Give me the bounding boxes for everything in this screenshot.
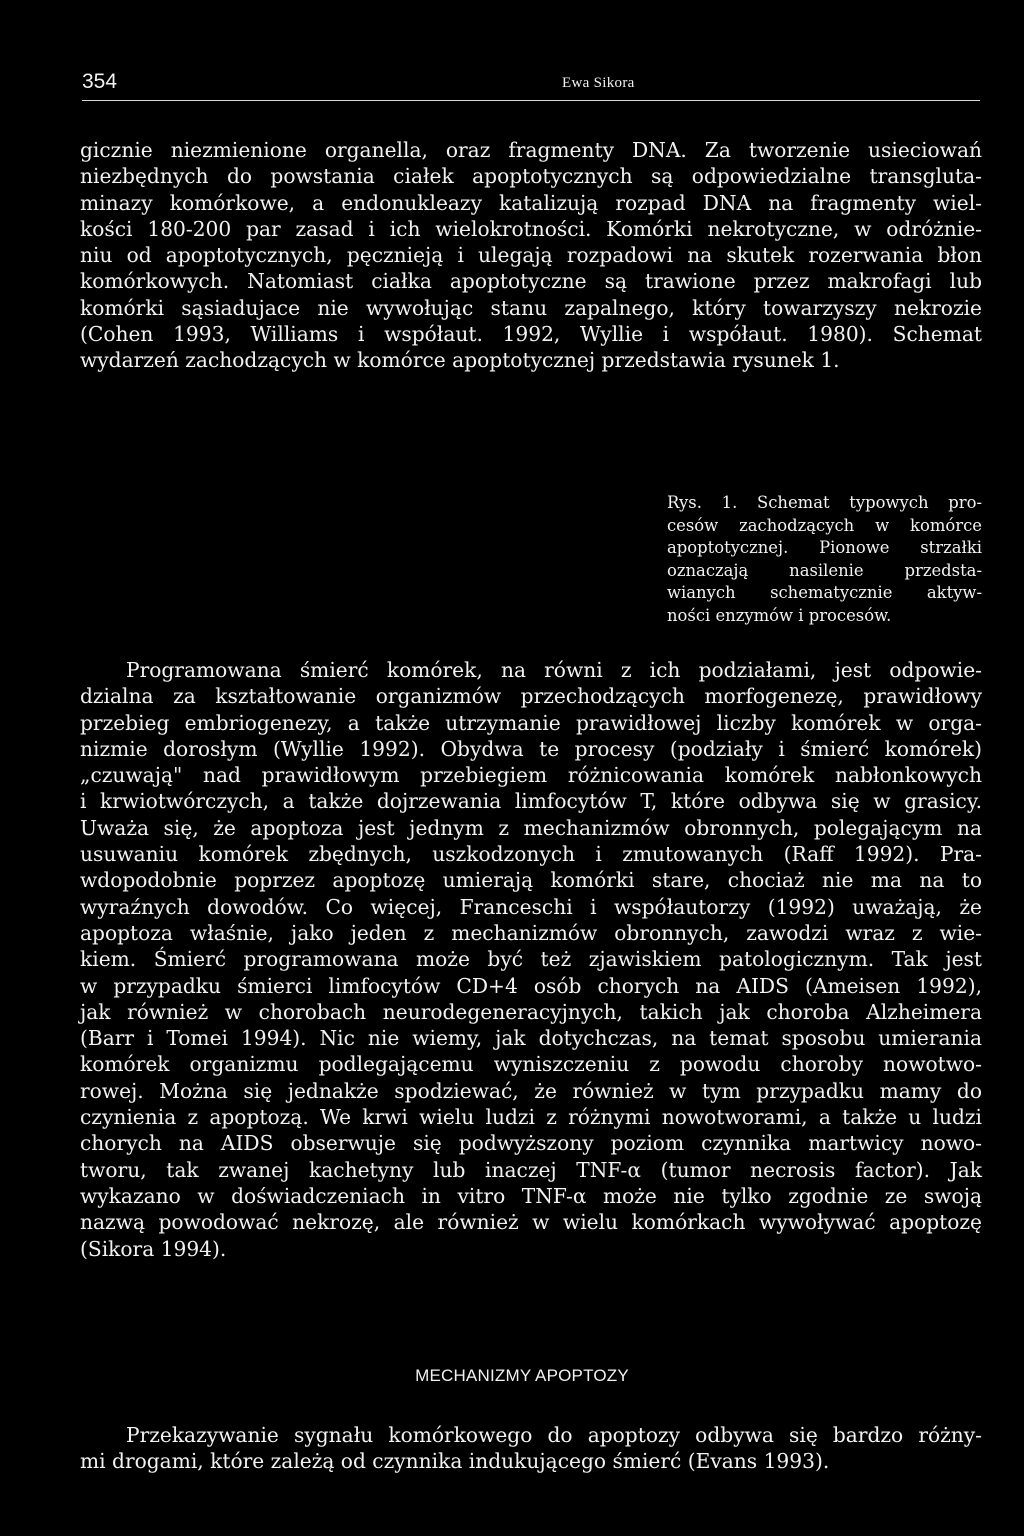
text-line: nizmie dorosłym (Wyllie 1992). Obydwa te procesy (podziały i śmierć komórek) <box>80 736 982 761</box>
text-line: wdopodobnie poprzez apoptozę umierają komórki stare, chociaż nie ma na to <box>80 868 982 893</box>
text-line: (Barr i Tomei 1994). Nic nie wiemy, jak dotychczas, na temat sposobu umierania <box>80 1026 982 1051</box>
text-line: jak również w chorobach neurodegeneracyjnych, takich jak choroba Alzheimera <box>80 999 982 1024</box>
text-line: „czuwają" nad prawidłowym przebiegiem różnicowania komórek nabłonkowych <box>80 763 982 788</box>
figure-caption <box>667 492 982 628</box>
text-line: mi drogami, które zależą od czynnika indukującego śmierć (Evans 1993). <box>80 1449 830 1474</box>
caption-line: wianych schematycznie aktyw- <box>667 583 982 603</box>
text-line: czynienia z apoptozą. We krwi wielu ludzi z różnymi nowotworami, a także u ludzi <box>80 1105 982 1130</box>
caption-line: ności enzymów i procesów. <box>667 605 892 625</box>
paragraph-2 <box>80 657 982 1262</box>
paragraph-1 <box>80 137 982 374</box>
text-line: (Sikora 1994). <box>80 1236 227 1261</box>
text-line: rowej. Można się jednakże spodziewać, że również w tym przypadku mamy do <box>80 1078 982 1103</box>
text-line: (Cohen 1993, Williams i współaut. 1992, Wyllie i współaut. 1980). Schemat <box>80 322 982 347</box>
text-line: gicznie niezmienione organella, oraz fragmenty DNA. Za tworzenie usieciowań <box>80 138 982 162</box>
text-line: kości 180-200 par zasad i ich wielokrotności. Komórki nekrotyczne, w odróżnie- <box>80 216 982 241</box>
text-line: dzialna za kształtowanie organizmów przechodzących morfogenezę, prawidłowy <box>80 684 982 709</box>
text-line: komórki sąsiadujace nie wywołując stanu zapalnego, który towarzyszy nekrozie <box>80 295 982 320</box>
caption-line: apoptotycznej. Pionowe strzałki <box>667 538 982 558</box>
text-line: Uważa się, że apoptoza jest jednym z mechanizmów obronnych, polegającym na <box>80 815 982 840</box>
text-line: komórek organizmu podlegającemu wyniszczeniu z powodu choroby nowotwo- <box>80 1052 982 1077</box>
text-line: apoptoza właśnie, jako jeden z mechanizmów obronnych, zawodzi wraz z wie- <box>80 920 982 945</box>
text-line: Programowana śmierć komórek, na równi z ich podziałami, jest odpowie- <box>126 658 982 682</box>
text-line: wykazano w doświadczeniach in vitro TNF-α może nie tylko zgodnie ze swoją <box>80 1183 982 1208</box>
text-line: niezbędnych do powstania ciałek apoptotycznych są odpowiedzialne transgluta- <box>80 164 982 189</box>
page-number: 354 <box>82 70 118 93</box>
caption-line: oznaczają nasilenie przedsta- <box>667 560 982 580</box>
caption-line: cesów zachodzących w komórce <box>667 515 982 535</box>
text-line: przebieg embriogenezy, a także utrzymanie prawidłowej liczby komórek w orga- <box>80 710 982 735</box>
text-line: minazy komórkowe, a endonukleazy katalizują rozpad DNA na fragmenty wiel- <box>80 190 982 215</box>
text-line: usuwaniu komórek zbędnych, uszkodzonych i zmutowanych (Raff 1992). Pra- <box>80 842 982 867</box>
text-line: kiem. Śmierć programowana może być też zjawiskiem patologicznym. Tak jest <box>80 947 982 972</box>
text-line: nazwą powodować nekrozę, ale również w wielu komórkach wywoływać apoptozę <box>80 1210 982 1235</box>
text-line: Przekazywanie sygnału komórkowego do apoptozy odbywa się bardzo różny- <box>126 1423 982 1447</box>
text-line: wyraźnych dowodów. Co więcej, Franceschi i współautorzy (1992) uważają, że <box>80 894 982 919</box>
running-head-author: Ewa Sikora <box>562 75 635 91</box>
paragraph-3 <box>80 1422 982 1475</box>
text-line: w przypadku śmierci limfocytów CD+4 osób chorych na AIDS (Ameisen 1992), <box>80 973 982 998</box>
text-line: tworu, tak zwanej kachetyny lub inaczej TNF-α (tumor necrosis factor). Jak <box>80 1157 982 1182</box>
text-line: i krwiotwórczych, a także dojrzewania limfocytów T, które odbywa się w grasicy. <box>80 789 982 814</box>
page-header <box>82 70 980 101</box>
caption-line: Rys. 1. Schemat typowych pro- <box>667 493 982 512</box>
text-line: chorych na AIDS obserwuje się podwyższony poziom czynnika martwicy nowo- <box>80 1131 982 1156</box>
text-line: wydarzeń zachodzących w komórce apoptotycznej przedstawia rysunek 1. <box>80 348 840 373</box>
section-heading: MECHANIZMY APOPTOZY <box>415 1366 629 1385</box>
text-line: komórkowych. Natomiast ciałka apoptotyczne są trawione przez makrofagi lub <box>80 269 982 294</box>
text-line: niu od apoptotycznych, pęcznieją i ulegają rozpadowi na skutek rozerwania błon <box>80 243 982 268</box>
